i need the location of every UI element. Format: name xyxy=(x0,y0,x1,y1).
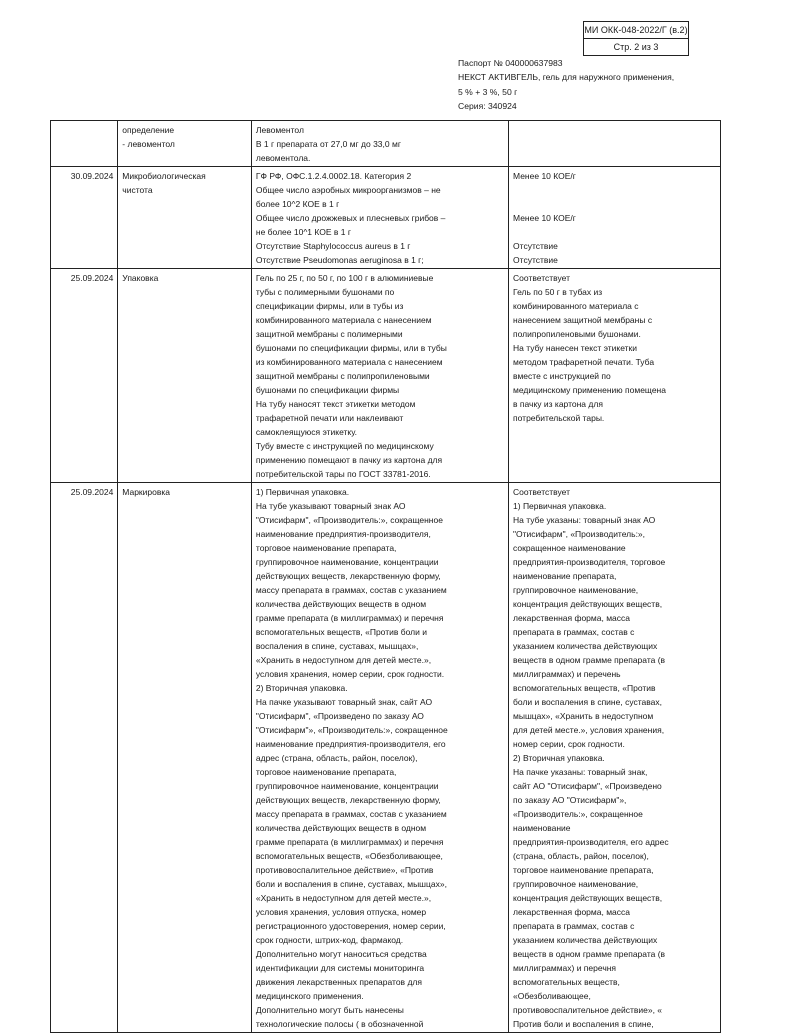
results-table xyxy=(50,120,721,1033)
cell-line: предприятия-производителя, торговое xyxy=(513,557,666,567)
cell-line: Отсутствие xyxy=(513,241,558,251)
cell-line: наименование предприятия-производителя, его xyxy=(255,739,446,749)
cell-line: условия хранения, номер серии, срок годности. xyxy=(255,669,445,679)
cell-line: веществ в одном грамме препарата (в xyxy=(513,949,666,959)
cell-line: боли и воспаления в спине, суставах, мышцах», xyxy=(255,879,447,889)
cell-line: массу препарата в граммах, состав с указанием xyxy=(255,809,447,819)
cell-line: Микробиологическая xyxy=(122,171,206,181)
requirement-cell xyxy=(251,483,508,1033)
cell-line: наименование препарата, xyxy=(513,571,617,581)
cell-line: противовоспалительное действие», « xyxy=(513,1005,663,1015)
cell-line: Дополнительно могут быть нанесены xyxy=(255,1005,404,1015)
cell-line: На тубе указаны: товарный знак АО xyxy=(513,515,656,525)
cell-line: концентрация действующих веществ, xyxy=(513,893,663,903)
cell-line: группировочное наименование, xyxy=(513,879,639,889)
passport-header xyxy=(458,56,674,114)
cell-line: «Обезболивающее, xyxy=(513,991,591,1001)
cell-line: Против боли и воспаления в спине, xyxy=(513,1019,654,1029)
cell-line: вместе с инструкцией по xyxy=(513,371,611,381)
cell-line: предприятия-производителя, его адрес xyxy=(513,837,669,847)
cell-line: препарата в граммах, состав с xyxy=(513,921,635,931)
cell-line: Маркировка xyxy=(122,487,170,497)
cell-line: вспомогательных веществ, «Против xyxy=(513,683,656,693)
passport-number: Паспорт № 040000637983 xyxy=(458,58,563,68)
cell-line: Левоментол xyxy=(255,125,304,135)
cell-line: 1) Первичная упаковка. xyxy=(513,501,607,511)
results-table-body xyxy=(51,121,721,1033)
cell-line: торговое наименование препарата, xyxy=(255,543,397,553)
cell-line: 30.09.2024 xyxy=(70,171,114,181)
cell-line: веществ в одном грамме препарата (в xyxy=(513,655,666,665)
cell-line: технологические полосы ( в обозначенной xyxy=(255,1019,424,1029)
cell-line: срок годности, штрих-код, фармакод. xyxy=(255,935,404,945)
cell-line: регистрационного удостоверения, номер серии, xyxy=(255,921,446,931)
cell-line: препарата в граммах, состав с xyxy=(513,627,635,637)
cell-line: наименование предприятия-производителя, xyxy=(255,529,431,539)
cell-line: вспомогательных веществ, xyxy=(513,977,620,987)
cell-line: чистота xyxy=(122,185,153,195)
cell-line: лекарственная форма, масса xyxy=(513,613,630,623)
cell-line xyxy=(513,197,716,211)
cell-line: лекарственная форма, масса xyxy=(513,907,630,917)
cell-line: Общее число аэробных микроорганизмов – не xyxy=(255,185,441,195)
cell-line: Упаковка xyxy=(122,273,159,283)
cell-line: Гель по 50 г в тубах из xyxy=(513,287,603,297)
test-name-cell xyxy=(118,167,252,269)
cell-line: торговое наименование препарата, xyxy=(255,767,397,777)
cell-line: группировочное наименование, концентрации xyxy=(255,781,439,791)
document-code: МИ ОКК-048-2022/Г (в.2) xyxy=(584,25,688,35)
cell-line: массу препарата в граммах, состав с указанием xyxy=(255,585,447,595)
document-code-box xyxy=(583,21,689,56)
table-row xyxy=(51,269,721,483)
cell-line: Гель по 25 г, по 50 г, по 100 г в алюминиевые xyxy=(255,273,434,283)
cell-line: "Отисифарм", «Производитель:», xyxy=(513,529,646,539)
cell-line: вспомогательных веществ, «Против боли и xyxy=(255,627,427,637)
cell-line: нанесением защитной мембраны с xyxy=(513,315,653,325)
table-row xyxy=(51,483,721,1033)
cell-line: Соответствует xyxy=(513,487,570,497)
cell-line: 2) Вторичная упаковка. xyxy=(255,683,348,693)
cell-line: движения лекарственных препаратов для xyxy=(255,977,422,987)
cell-line: На тубу нанесен текст этикетки xyxy=(513,343,638,353)
test-name-cell xyxy=(118,269,252,483)
result-cell xyxy=(509,269,721,483)
cell-line: самоклеящуюся этикетку. xyxy=(255,427,357,437)
cell-line: адрес (страна, область, район, поселок), xyxy=(255,753,418,763)
cell-line: условия хранения, условия отпуска, номер xyxy=(255,907,427,917)
cell-line: торговое наименование препарата, xyxy=(513,865,654,875)
result-cell xyxy=(509,167,721,269)
cell-line: На пачке указаны: товарный знак, xyxy=(513,767,648,777)
cell-line: На тубе указывают товарный знак АО xyxy=(255,501,406,511)
cell-line: "Отисифарм", «Произведено по заказу АО xyxy=(255,711,424,721)
series-number: Серия: 340924 xyxy=(458,101,517,112)
cell-line: Менее 10 КОЕ/г xyxy=(513,171,576,181)
cell-line: по заказу АО "Отисифарм"», xyxy=(513,795,627,805)
cell-line: «Производитель:», сокращенное xyxy=(513,809,643,819)
result-cell xyxy=(509,483,721,1033)
cell-line: (страна, область, район, поселок), xyxy=(513,851,649,861)
cell-line: 1) Первичная упаковка. xyxy=(255,487,350,497)
cell-line: миллиграммах) и перечня xyxy=(513,963,617,973)
cell-line: миллиграммах) и перечень xyxy=(513,669,621,679)
requirement-cell xyxy=(251,167,508,269)
cell-line xyxy=(513,183,716,197)
cell-line: в пачку из картона для xyxy=(513,399,603,409)
cell-line: боли и воспаления в спине, суставах, xyxy=(513,697,663,707)
cell-line: идентификации для системы мониторинга xyxy=(255,963,425,973)
cell-line: 2) Вторичная упаковка. xyxy=(513,753,605,763)
cell-line: Отсутствие xyxy=(513,255,558,265)
cell-line: ГФ РФ, ОФС.1.2.4.0002.18. Категория 2 xyxy=(255,171,412,181)
cell-line: 25.09.2024 xyxy=(70,273,114,283)
cell-line: наименование xyxy=(513,823,571,833)
cell-line: мышцах», «Хранить в недоступном xyxy=(513,711,654,721)
cell-line: количества действующих веществ в одном xyxy=(255,823,427,833)
cell-line: «Хранить в недоступном для детей месте.», xyxy=(255,893,432,903)
cell-line: Тубу вместе с инструкцией по медицинскому xyxy=(255,441,434,451)
requirement-cell xyxy=(251,121,508,167)
cell-line: действующих веществ, лекарственную форму, xyxy=(255,571,441,581)
cell-line: грамме препарата (в миллиграммах) и перечня xyxy=(255,837,444,847)
cell-line: трафаретной печати или наклеивают xyxy=(255,413,404,423)
cell-line: не более 10^1 КОЕ в 1 г xyxy=(255,227,351,237)
cell-line: указанием количества действующих xyxy=(513,935,658,945)
cell-line: указанием количества действующих xyxy=(513,641,658,651)
cell-line: спецификации фирмы, или в тубы из xyxy=(255,301,404,311)
cell-line: - левоментол xyxy=(122,139,175,149)
cell-line: вспомогательных веществ, «Обезболивающее, xyxy=(255,851,443,861)
cell-line: бушонами по спецификации фирмы xyxy=(255,385,400,395)
product-name: НЕКСТ АКТИВГЕЛЬ, гель для наружного применения, xyxy=(458,72,675,83)
cell-line: комбинированного материала с xyxy=(513,301,639,311)
date-cell xyxy=(51,121,118,167)
cell-line: потребительской тары. xyxy=(513,413,605,423)
cell-line: медицинскому применению помещена xyxy=(513,385,666,395)
cell-line: защитной мембраны с полимерными xyxy=(255,329,403,339)
cell-line: из комбинированного материала с нанесением xyxy=(255,357,443,367)
cell-line: Общее число дрожжевых и плесневых грибов – xyxy=(255,213,446,223)
cell-line: действующих веществ, лекарственную форму, xyxy=(255,795,441,805)
cell-line: определение xyxy=(122,125,175,135)
cell-line: «Хранить в недоступном для детей месте.», xyxy=(255,655,432,665)
table-row xyxy=(51,167,721,269)
test-name-cell xyxy=(118,121,252,167)
date-cell xyxy=(51,269,118,483)
cell-line: медицинского применения. xyxy=(255,991,364,1001)
cell-line: количества действующих веществ в одном xyxy=(255,599,427,609)
test-name-cell xyxy=(118,483,252,1033)
cell-line: номер серии, срок годности. xyxy=(513,739,625,749)
cell-line: для детей месте.», условия хранения, xyxy=(513,725,665,735)
cell-line: концентрация действующих веществ, xyxy=(513,599,663,609)
cell-line: противовоспалительное действие», «Против xyxy=(255,865,434,875)
cell-line: "Отисифарм", «Производитель:», сокращенное xyxy=(255,515,443,525)
requirement-cell xyxy=(251,269,508,483)
cell-line: методом трафаретной печати. Туба xyxy=(513,357,655,367)
cell-line: 25.09.2024 xyxy=(70,487,114,497)
cell-line: сайт АО "Отисифарм", «Произведено xyxy=(513,781,662,791)
cell-line: левоментола. xyxy=(255,153,311,163)
cell-line: потребительской тары по ГОСТ 33781-2016. xyxy=(255,469,431,479)
cell-line: На тубу наносят текст этикетки методом xyxy=(255,399,416,409)
cell-line: Отсутствие Staphylococcus aureus в 1 г xyxy=(255,241,411,251)
date-cell xyxy=(51,483,118,1033)
cell-line xyxy=(513,225,716,239)
cell-line: группировочное наименование, xyxy=(513,585,639,595)
cell-line: Дополнительно могут наноситься средства xyxy=(255,949,427,959)
page-number: Стр. 2 из 3 xyxy=(584,38,688,55)
cell-line: Отсутствие Pseudomonas aeruginosa в 1 г; xyxy=(255,255,424,265)
cell-line: применению помещают в пачку из картона для xyxy=(255,455,443,465)
cell-line: Менее 10 КОЕ/г xyxy=(513,213,576,223)
cell-line: защитной мембраны с полипропиленовыми xyxy=(255,371,430,381)
cell-line: комбинированного материала с нанесением xyxy=(255,315,432,325)
date-cell xyxy=(51,167,118,269)
cell-line: Соответствует xyxy=(513,273,570,283)
cell-line: более 10^2 КОЕ в 1 г xyxy=(255,199,340,209)
cell-line: "Отисифарм"», «Производитель:», сокращенное xyxy=(255,725,448,735)
result-cell xyxy=(509,121,721,167)
cell-line: группировочное наименование, концентрации xyxy=(255,557,439,567)
product-dosage: 5 % + 3 %, 50 г xyxy=(458,86,518,97)
cell-line: В 1 г препарата от 27,0 мг до 33,0 мг xyxy=(255,139,401,149)
cell-line: На пачке указывают товарный знак, сайт АО xyxy=(255,697,433,707)
cell-line: сокращенное наименование xyxy=(513,543,626,553)
cell-line: грамме препарата (в миллиграммах) и перечня xyxy=(255,613,444,623)
table-row xyxy=(51,121,721,167)
cell-line: бушонами по спецификации фирмы, или в тубы xyxy=(255,343,447,353)
cell-line: полипропиленовыми бушонами. xyxy=(513,329,641,339)
cell-line: тубы с полимерными бушонами по xyxy=(255,287,395,297)
cell-line: воспаления в спине, суставах, мышцах», xyxy=(255,641,419,651)
